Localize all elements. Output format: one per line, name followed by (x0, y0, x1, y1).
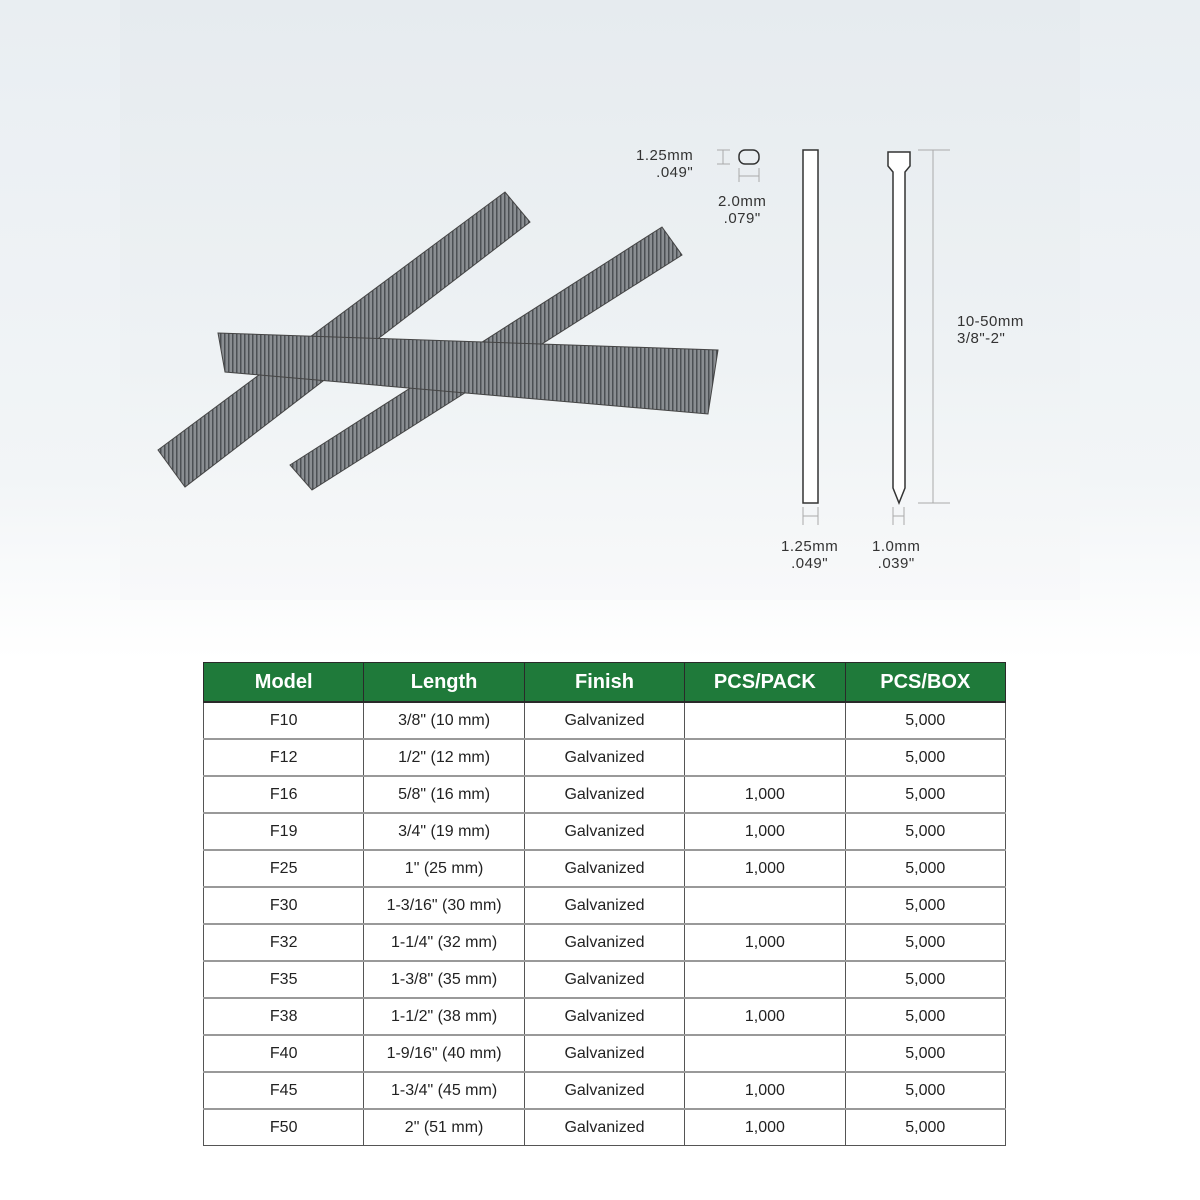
column-header: Finish (524, 663, 684, 703)
table-row (204, 739, 1006, 776)
table-cell: Galvanized (524, 961, 684, 998)
table-cell: Galvanized (524, 998, 684, 1035)
column-header: Model (204, 663, 364, 703)
table-cell: 1,000 (685, 924, 845, 961)
table-cell: 1,000 (685, 850, 845, 887)
table-cell: 2" (51 mm) (364, 1109, 524, 1146)
table-cell: 5,000 (845, 702, 1005, 739)
table-cell: 5/8" (16 mm) (364, 776, 524, 813)
table-cell (685, 887, 845, 924)
table-row (204, 998, 1006, 1035)
table-cell: 1/2" (12 mm) (364, 739, 524, 776)
column-header: PCS/PACK (685, 663, 845, 703)
column-header: Length (364, 663, 524, 703)
length-range-label: 10-50mm 3/8"-2" (957, 313, 1024, 347)
table-cell: 5,000 (845, 813, 1005, 850)
table-row (204, 850, 1006, 887)
table-cell: 3/4" (19 mm) (364, 813, 524, 850)
table-cell: 5,000 (845, 998, 1005, 1035)
table-cell: 5,000 (845, 1109, 1005, 1146)
table-cell: F12 (204, 739, 364, 776)
table-cell: 1-3/16" (30 mm) (364, 887, 524, 924)
table-cell: F32 (204, 924, 364, 961)
tip-width-label: 1.0mm .039" (872, 538, 921, 572)
shank-thickness-label: 1.25mm .049" (781, 538, 839, 572)
table-cell: F35 (204, 961, 364, 998)
table-cell: 5,000 (845, 1072, 1005, 1109)
table-cell: Galvanized (524, 739, 684, 776)
table-cell: 1,000 (685, 813, 845, 850)
table-cell: Galvanized (524, 850, 684, 887)
table-cell: 1-1/2" (38 mm) (364, 998, 524, 1035)
table-cell: Galvanized (524, 702, 684, 739)
table-row (204, 813, 1006, 850)
table-cell: F50 (204, 1109, 364, 1146)
table-cell: Galvanized (524, 924, 684, 961)
head-thickness-label: 1.25mm .049" (636, 147, 694, 181)
table-cell: F19 (204, 813, 364, 850)
table-cell: 1,000 (685, 776, 845, 813)
table-cell: 1-3/4" (45 mm) (364, 1072, 524, 1109)
table-row (204, 924, 1006, 961)
column-header: PCS/BOX (845, 663, 1005, 703)
nail-side-view (803, 150, 818, 503)
table-cell: 1-3/8" (35 mm) (364, 961, 524, 998)
table-cell: 5,000 (845, 850, 1005, 887)
table-cell: Galvanized (524, 813, 684, 850)
table-cell: F30 (204, 887, 364, 924)
table-cell: Galvanized (524, 776, 684, 813)
table-cell: Galvanized (524, 1072, 684, 1109)
table-cell: 1,000 (685, 1109, 845, 1146)
table-cell: 5,000 (845, 776, 1005, 813)
table-row (204, 961, 1006, 998)
table-cell (685, 1035, 845, 1072)
head-width-label: 2.0mm .079" (718, 193, 767, 227)
table-cell: F16 (204, 776, 364, 813)
table-cell: Galvanized (524, 1109, 684, 1146)
table-row (204, 1072, 1006, 1109)
table-cell: 5,000 (845, 1035, 1005, 1072)
table-cell: Galvanized (524, 1035, 684, 1072)
table-cell: 1" (25 mm) (364, 850, 524, 887)
specs-table (203, 662, 1006, 1146)
table-row (204, 1035, 1006, 1072)
table-row (204, 1109, 1006, 1146)
table-cell (685, 739, 845, 776)
table-cell: F45 (204, 1072, 364, 1109)
table-cell: 5,000 (845, 924, 1005, 961)
table-cell: 5,000 (845, 887, 1005, 924)
table-cell: 1-9/16" (40 mm) (364, 1035, 524, 1072)
table-cell: Galvanized (524, 887, 684, 924)
table-row (204, 887, 1006, 924)
table-cell: F40 (204, 1035, 364, 1072)
table-cell: 3/8" (10 mm) (364, 702, 524, 739)
table-cell (685, 702, 845, 739)
table-cell: 5,000 (845, 961, 1005, 998)
table-cell: 1,000 (685, 1072, 845, 1109)
table-cell (685, 961, 845, 998)
table-cell: 1-1/4" (32 mm) (364, 924, 524, 961)
table-cell: 1,000 (685, 998, 845, 1035)
table-cell: F10 (204, 702, 364, 739)
table-cell: 5,000 (845, 739, 1005, 776)
cross-section-icon (739, 150, 759, 164)
table-cell: F25 (204, 850, 364, 887)
table-row (204, 776, 1006, 813)
table-row (204, 702, 1006, 739)
nail-front-view (888, 152, 910, 503)
table-cell: F38 (204, 998, 364, 1035)
